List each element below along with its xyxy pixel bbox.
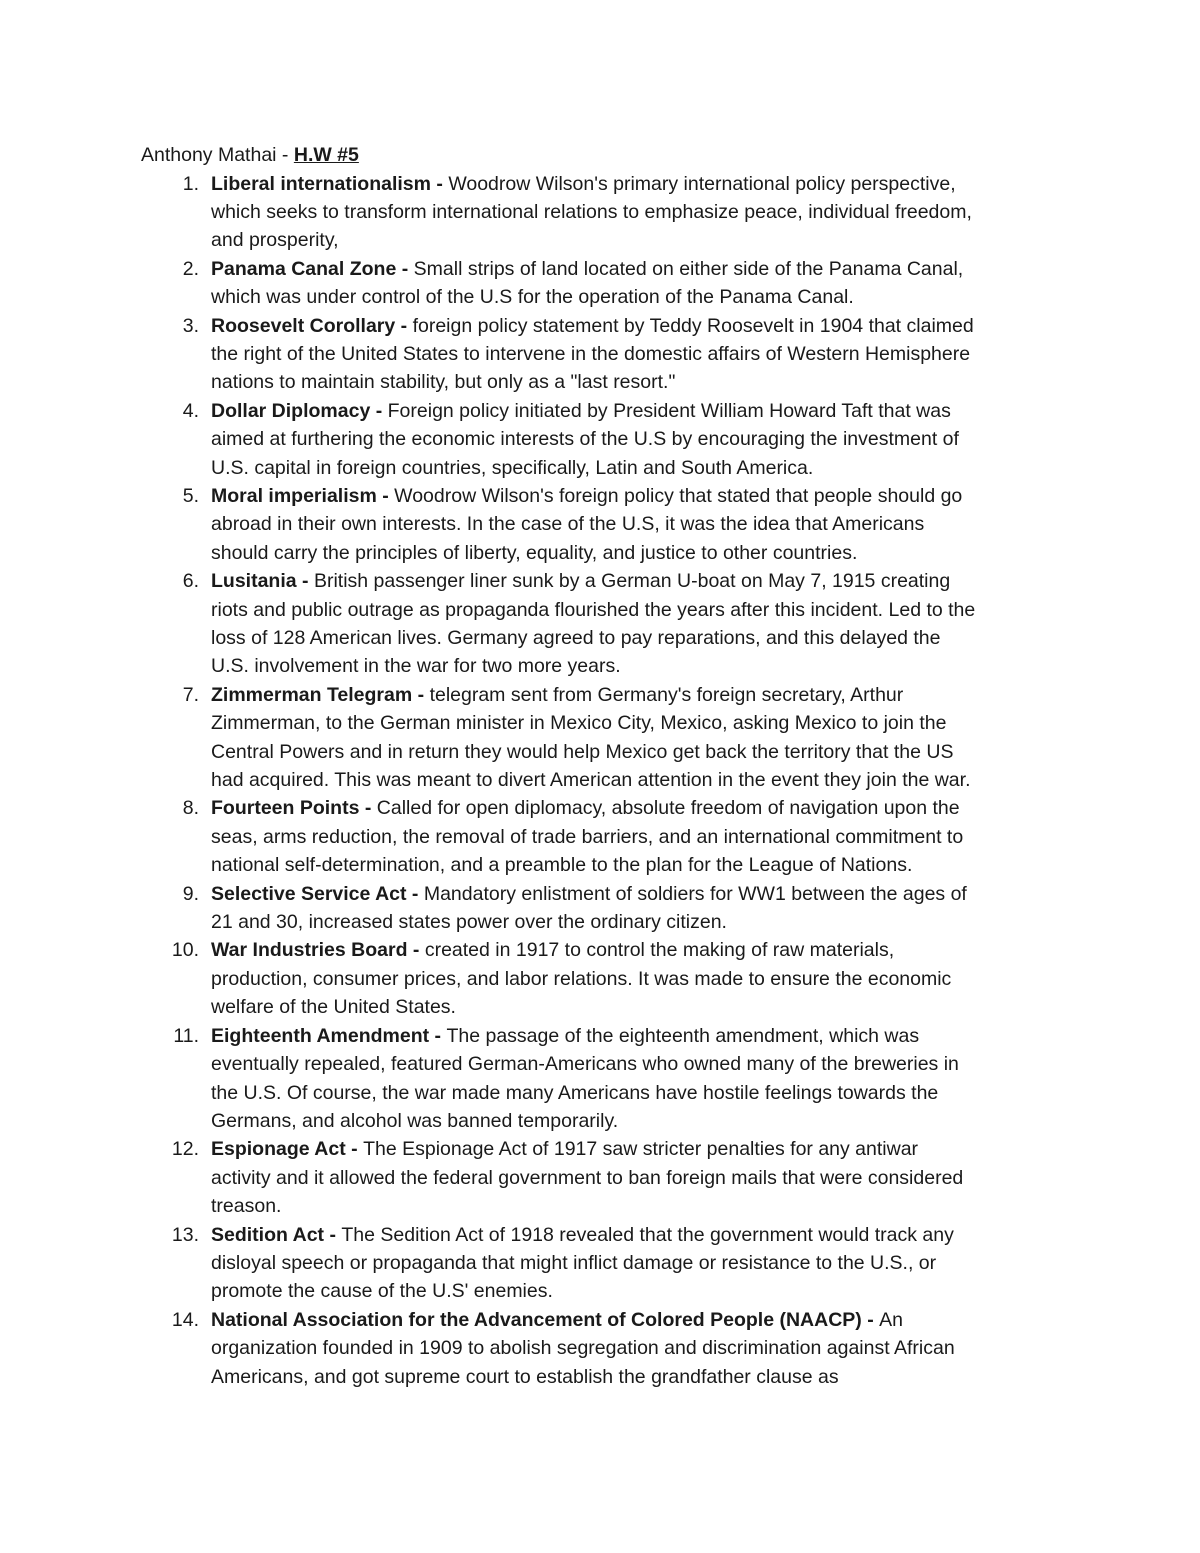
term-definition-text: eventually repealed, featured German-Americans who owned many of the breweries in	[211, 1053, 959, 1076]
term-name: Liberal internationalism	[211, 172, 431, 195]
term-item	[0, 312, 1200, 397]
term-number: 11.	[173, 1024, 199, 1047]
term-line	[0, 539, 1200, 567]
term-definition-text: Germans, and alcohol was banned temporarily.	[211, 1109, 619, 1132]
terms-list	[0, 170, 1200, 1391]
term-item	[0, 1221, 1200, 1306]
term-number: 5.	[182, 484, 199, 507]
term-definition-text: abroad in their own interests. In the case of the U.S, it was the idea that Americans	[211, 513, 925, 536]
heading-separator: -	[276, 144, 294, 166]
term-name: Zimmerman Telegram	[211, 683, 413, 706]
term-definition-text: riots and public outrage as propaganda flourished the years after this incident. Led to the	[211, 598, 976, 621]
term-dash: -	[376, 484, 395, 507]
term-number: 13.	[171, 1223, 199, 1246]
term-number: 12.	[171, 1138, 199, 1161]
term-dash: -	[412, 683, 430, 706]
term-line	[0, 624, 1200, 652]
term-definition-text: Zimmerman, to the German minister in Mexico City, Mexico, asking Mexico to join the	[211, 712, 947, 735]
term-definition-text: should carry the principles of liberty, equality, and justice to other countries.	[211, 541, 858, 564]
term-line	[0, 1107, 1200, 1135]
term-name: Dollar Diplomacy	[211, 399, 371, 422]
term-line	[0, 1363, 1200, 1391]
term-line	[0, 965, 1200, 993]
term-line	[0, 226, 1200, 254]
term-dash: -	[396, 257, 414, 280]
term-line	[0, 738, 1200, 766]
term-definition-text: Mandatory enlistment of soldiers for WW1 between the ages of	[423, 882, 967, 905]
term-item	[0, 1306, 1200, 1391]
term-definition-text: An	[879, 1308, 903, 1331]
term-number: 10.	[171, 939, 199, 962]
term-definition-text: the right of the United States to intervene in the domestic affairs of Western Hemisphere	[211, 342, 971, 365]
document-heading	[141, 141, 359, 169]
term-item	[0, 170, 1200, 255]
term-line	[0, 1192, 1200, 1220]
term-dash: -	[430, 172, 449, 195]
term-item	[0, 880, 1200, 937]
term-name: Panama Canal Zone	[211, 257, 397, 280]
term-definition-text: activity and it allowed the federal government to ban foreign mails that were considered	[211, 1166, 964, 1189]
term-line	[0, 1164, 1200, 1192]
term-item	[0, 567, 1200, 681]
term-definition-text: which seeks to transform international relations to emphasize peace, individual freedom,	[211, 200, 972, 223]
term-item	[0, 681, 1200, 795]
term-line	[0, 1079, 1200, 1107]
term-definition-text: U.S. capital in foreign countries, specifically, Latin and South America.	[211, 456, 814, 479]
term-line	[0, 1050, 1200, 1078]
term-definition-text: organization founded in 1909 to abolish segregation and discrimination against African	[211, 1337, 955, 1360]
term-line	[0, 709, 1200, 737]
term-definition-text: aimed at furthering the economic interests of the U.S by encouraging the investment of	[211, 428, 959, 451]
term-definition-text: disloyal speech or propaganda that might inflict damage or resistance to the U.S., or	[211, 1251, 937, 1274]
term-definition-text: seas, arms reduction, the removal of trade barriers, and an international commitment to	[211, 825, 964, 848]
term-definition-text: promote the cause of the U.S' enemies.	[211, 1280, 553, 1303]
assignment-title: H.W #5	[293, 144, 359, 166]
term-name: Lusitania	[211, 570, 297, 593]
term-number: 9.	[182, 882, 199, 905]
term-dash: -	[359, 797, 377, 820]
term-definition-text: The passage of the eighteenth amendment, which was	[446, 1024, 920, 1047]
term-line	[0, 425, 1200, 453]
term-number: 3.	[182, 314, 199, 337]
term-definition-text: U.S. involvement in the war for two more years.	[211, 655, 621, 678]
term-definition-text: Woodrow Wilson's foreign policy that stated that people should go	[394, 484, 963, 507]
term-dash: -	[370, 399, 388, 422]
term-dash: -	[296, 570, 314, 593]
term-dash: -	[429, 1024, 447, 1047]
term-line	[0, 1249, 1200, 1277]
term-item	[0, 397, 1200, 482]
term-line	[0, 652, 1200, 680]
term-line	[0, 454, 1200, 482]
term-definition-text: Called for open diplomacy, absolute freedom of navigation upon the	[376, 797, 960, 820]
term-definition-text: treason.	[211, 1195, 282, 1218]
term-line	[0, 908, 1200, 936]
term-dash: -	[406, 882, 424, 905]
term-number: 1.	[182, 172, 199, 195]
term-definition-text: British passenger liner sunk by a German U-boat on May 7, 1915 creating	[313, 570, 951, 593]
term-line	[0, 368, 1200, 396]
term-dash: -	[407, 939, 425, 962]
term-name: Fourteen Points	[211, 797, 360, 820]
term-definition-text: loss of 128 American lives. Germany agreed to pay reparations, and this delayed the	[211, 627, 941, 649]
term-number: 2.	[182, 257, 199, 280]
term-definition-text: Foreign policy initiated by President William Howard Taft that was	[387, 399, 951, 422]
term-definition-text: which was under control of the U.S for the operation of the Panama Canal.	[211, 286, 854, 309]
term-item	[0, 1135, 1200, 1220]
term-line	[0, 766, 1200, 794]
term-definition-text: had acquired. This was meant to divert American attention in the event they join the war.	[211, 769, 971, 792]
term-line	[0, 851, 1200, 879]
term-item	[0, 482, 1200, 567]
term-definition-text: production, consumer prices, and labor relations. It was made to ensure the economic	[211, 967, 952, 990]
term-line	[0, 510, 1200, 538]
term-dash: -	[395, 314, 413, 337]
term-definition-text: created in 1917 to control the making of raw materials,	[424, 939, 895, 962]
term-item	[0, 1022, 1200, 1136]
term-line	[0, 1334, 1200, 1362]
term-dash: -	[324, 1223, 342, 1246]
term-line	[0, 1277, 1200, 1305]
term-definition-text: Small strips of land located on either side of the Panama Canal,	[413, 257, 964, 280]
term-line	[0, 993, 1200, 1021]
term-line	[0, 340, 1200, 368]
term-item	[0, 936, 1200, 1021]
term-number: 4.	[182, 399, 199, 422]
term-name: Roosevelt Corollary	[211, 314, 396, 337]
author-name: Anthony Mathai	[141, 144, 277, 166]
term-number: 8.	[182, 797, 199, 820]
term-definition-text: Central Powers and in return they would help Mexico get back the territory that the US	[211, 740, 954, 763]
term-definition-text: Woodrow Wilson's primary international policy perspective,	[448, 172, 956, 195]
term-definition-text: the U.S. Of course, the war made many Americans have hostile feelings towards the	[211, 1081, 939, 1104]
term-name: National Association for the Advancement of Colored People (NAACP)	[211, 1308, 862, 1331]
term-number: 6.	[182, 570, 199, 593]
term-definition-text: nations to maintain stability, but only as a "last resort."	[211, 371, 676, 394]
term-definition-text: welfare of the United States.	[211, 996, 456, 1019]
term-definition-text: telegram sent from Germany's foreign secretary, Arthur	[429, 683, 904, 706]
term-number: 14.	[171, 1308, 199, 1331]
term-name: Moral imperialism	[211, 484, 377, 507]
term-number: 7.	[182, 683, 199, 706]
term-name: Eighteenth Amendment	[211, 1024, 430, 1047]
term-item	[0, 794, 1200, 879]
term-item	[0, 255, 1200, 312]
term-dash: -	[861, 1308, 880, 1331]
term-definition-text: national self-determination, and a preamble to the plan for the League of Nations.	[211, 854, 913, 877]
term-name: Sedition Act	[211, 1223, 325, 1246]
term-name: Espionage Act	[211, 1138, 346, 1161]
term-definition-text: foreign policy statement by Teddy Roosevelt in 1904 that claimed	[412, 314, 974, 337]
term-line	[0, 596, 1200, 624]
term-definition-text: and prosperity,	[211, 229, 339, 252]
term-line	[0, 198, 1200, 226]
term-definition-text: Americans, and got supreme court to establish the grandfather clause as	[211, 1365, 839, 1388]
term-name: War Industries Board	[211, 939, 408, 962]
term-dash: -	[345, 1138, 364, 1161]
term-definition-text: The Espionage Act of 1917 saw stricter penalties for any antiwar	[363, 1138, 919, 1161]
term-line	[0, 283, 1200, 311]
term-name: Selective Service Act	[211, 882, 407, 905]
term-line	[0, 823, 1200, 851]
term-definition-text: 21 and 30, increased states power over the ordinary citizen.	[211, 911, 727, 934]
term-definition-text: The Sedition Act of 1918 revealed that the government would track any	[341, 1223, 954, 1246]
